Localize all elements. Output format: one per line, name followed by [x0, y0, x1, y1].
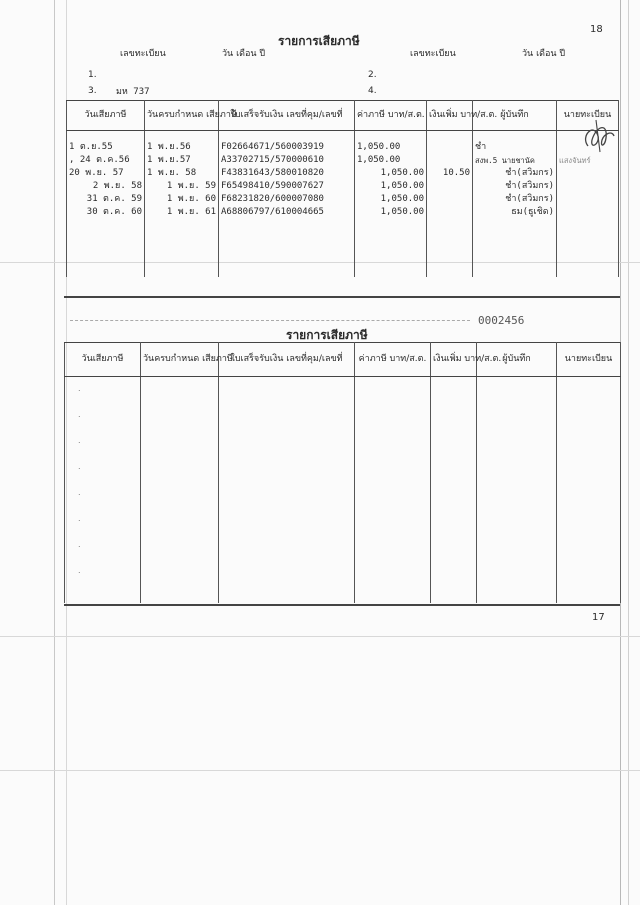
cell-surcharge: [427, 193, 473, 206]
cell-due-date: 1 พ.ย. 58: [145, 167, 219, 180]
row-mark: .: [78, 436, 81, 445]
cell-payment-date: 1 ต.ย.55: [67, 141, 145, 154]
cell-tax: 1,050.00: [355, 206, 427, 219]
row-mark: .: [78, 488, 81, 497]
col-header-payment-date: วันเสียภาษี: [67, 101, 145, 131]
cell-registrar: [557, 167, 619, 180]
cell-due-date: 1 พ.ย. 59: [145, 180, 219, 193]
cell-receipt: F68231820/600007080: [219, 193, 355, 206]
row-mark: .: [78, 410, 81, 419]
col-header-recorder: ผู้บันทึก: [477, 343, 557, 377]
cell-surcharge: [427, 154, 473, 167]
cell-receipt: F65498410/590007627: [219, 180, 355, 193]
section1-title: รายการเสียภาษี: [278, 34, 360, 48]
scan-line: [0, 770, 640, 771]
table-row: [67, 154, 619, 167]
table-row-empty: [67, 219, 619, 277]
cell-payment-date: , 24 ต.ค.56: [67, 154, 145, 167]
cell-receipt: F02664671/560003919: [219, 141, 355, 154]
cell-recorder: ชำ(สวิมกร): [473, 180, 557, 193]
col-header-due-date: วันครบกำหนด เสียภาษี: [141, 343, 219, 377]
row-mark: .: [78, 540, 81, 549]
cell-due-date: 1 พ.ย. 61: [145, 206, 219, 219]
reg-line-4-num: 4.: [368, 86, 377, 96]
col-header-due-date: วันครบกำหนด เสียภาษี: [145, 101, 219, 131]
cell-receipt: F43831643/580010820: [219, 167, 355, 180]
row-mark: .: [78, 514, 81, 523]
reg-line-3-num: 3.: [88, 86, 97, 96]
tax-payment-table-2: [64, 342, 621, 603]
cell-registrar: [557, 193, 619, 206]
cell-surcharge: [427, 180, 473, 193]
section2-title: รายการเสียภาษี: [286, 328, 368, 342]
cell-recorder: ชำ: [473, 141, 557, 154]
registrar-signature-icon: [578, 116, 618, 156]
reg-line-1-num: 1.: [88, 70, 97, 80]
cell-surcharge: [427, 141, 473, 154]
stamp-number: 0002456: [478, 314, 525, 327]
table-row: [67, 206, 619, 219]
page-number-bottom: 17: [592, 612, 605, 623]
cell-due-date: 1 พ.ย.57: [145, 154, 219, 167]
cell-payment-date: 31 ต.ค. 59: [67, 193, 145, 206]
cell-registrar: แสงจันทร์: [557, 154, 619, 167]
cell-tax: 1,050.00: [355, 154, 427, 167]
cell-due-date: 1 พ.ย. 60: [145, 193, 219, 206]
col-header-payment-date: วันเสียภาษี: [65, 343, 141, 377]
cell-recorder: ชำ(สวิมกร): [473, 167, 557, 180]
reg-line-2-num: 2.: [368, 70, 377, 80]
cell-recorder: ชำ(สวิมกร): [473, 193, 557, 206]
table-row: [67, 141, 619, 154]
scan-line: [0, 636, 640, 637]
cell-surcharge: [427, 206, 473, 219]
reg-header-left: เลขทะเบียน: [120, 49, 166, 59]
cell-tax: 1,050.00: [355, 193, 427, 206]
cell-tax: 1,050.00: [355, 141, 427, 154]
cell-registrar: [557, 180, 619, 193]
table-row: [67, 180, 619, 193]
stamp-dotted-line: [70, 320, 470, 322]
cell-tax: 1,050.00: [355, 180, 427, 193]
col-header-receipt: ใบเสร็จรับเงิน เลขที่คุม/เลขที่: [219, 101, 355, 131]
date-header-left: วัน เดือน ปี: [222, 49, 266, 59]
col-header-surcharge: เงินเพิ่ม บาท/ส.ต.: [431, 343, 477, 377]
table-row-empty: [65, 377, 621, 603]
table1-bottom-border: [64, 296, 620, 298]
cell-recorder: ธม(ธูเชิด): [473, 206, 557, 219]
cell-tax: 1,050.00: [355, 167, 427, 180]
reg-header-right: เลขทะเบียน: [410, 49, 456, 59]
col-header-receipt: ใบเสร็จรับเงิน เลขที่คุม/เลขที่: [219, 343, 355, 377]
col-header-tax: ค่าภาษี บาท/ส.ต.: [355, 101, 427, 131]
row-mark: .: [78, 566, 81, 575]
cell-registrar: [557, 206, 619, 219]
row-mark: .: [78, 384, 81, 393]
col-header-tax: ค่าภาษี บาท/ส.ต.: [355, 343, 431, 377]
cell-due-date: 1 พ.ย.56: [145, 141, 219, 154]
col-header-surcharge: เงินเพิ่ม บาท/ส.ต.: [427, 101, 473, 131]
page-number-top: 18: [590, 24, 603, 35]
date-header-right: วัน เดือน ปี: [522, 49, 566, 59]
cell-payment-date: 30 ต.ค. 60: [67, 206, 145, 219]
table2-bottom-border: [64, 604, 620, 606]
table-row: [67, 167, 619, 180]
col-header-registrar: นายทะเบียน: [557, 343, 621, 377]
tax-payment-table-1: [66, 100, 619, 277]
col-header-registrar: นายทะเบียน: [557, 101, 619, 131]
cell-surcharge: 10.50: [427, 167, 473, 180]
cell-payment-date: 20 พ.ย. 57: [67, 167, 145, 180]
cell-recorder: สงพ.5 นายชานัค: [473, 154, 557, 167]
row-mark: .: [78, 462, 81, 471]
cell-receipt: A68806797/610004665: [219, 206, 355, 219]
reg-line-3-value: มห 737: [116, 87, 150, 97]
col-header-recorder: ผู้บันทึก: [473, 101, 557, 131]
cell-payment-date: 2 พ.ย. 58: [67, 180, 145, 193]
table-row: [67, 193, 619, 206]
cell-receipt: A33702715/570000610: [219, 154, 355, 167]
